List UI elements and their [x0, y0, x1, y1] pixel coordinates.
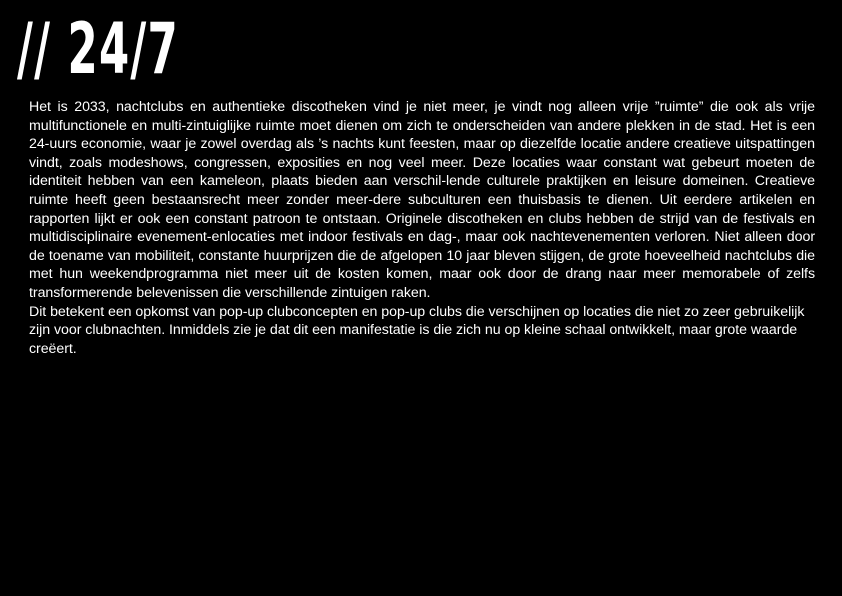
paragraph-intro: Het is 2033, nachtclubs en authentieke discotheken vind je niet meer, je vindt nog alleen vrije ”ruimte” die ook als vrije multifunctionele en multi-zintuiglijke ruimte moet dienen om zich te onderscheiden van andere plekken in de stad. Het is een 24-uurs economie, waar je zowel overdag als ’s nachts kunt feesten, maar op diezelfde locatie andere creatieve uitspattingen vindt, zoals modeshows, congressen, exposities en nog veel meer. Deze locaties waar constant wat gebeurt moeten de identiteit hebben van een kameleon, plaats bieden aan verschil-lende culturele praktijken en leisure domeinen. Creatieve ruimte heeft geen bestaansrecht meer zonder meer-dere subculturen een thuisbasis te dienen. Uit eerdere artikelen en rapporten lijkt er ook een constant patroon te ontstaan. Originele discotheken en clubs hebben de strijd van de festivals en multidisciplinaire evenement-enlocaties met indoor festivals en dag-, maar ook nachtevenementen verloren. Niet alleen door de toename van mobiliteit, constante huurprijzen die de afgelopen 10 jaar bleven stijgen, de grote hoeveelheid nachtclubs die met hun weekendprogramma niet meer uit de kosten komen, maar ook door de drang naar meer memorabele of zelfs transformerende belevenissen die verschillende zintuigen raken.: [29, 99, 815, 301]
body-text: [29, 98, 815, 358]
paragraph-popup-clubs: Dit betekent een opkomst van pop-up clubconcepten en pop-up clubs die verschijnen op locaties die niet zo zeer gebruikelijk zijn voor clubnachten. Inmiddels zie je dat dit een manifestatie is die zich nu op kleine schaal ontwikkelt, maar grote waarde creëert.: [29, 303, 805, 357]
page-title: // 24/7: [17, 8, 179, 90]
